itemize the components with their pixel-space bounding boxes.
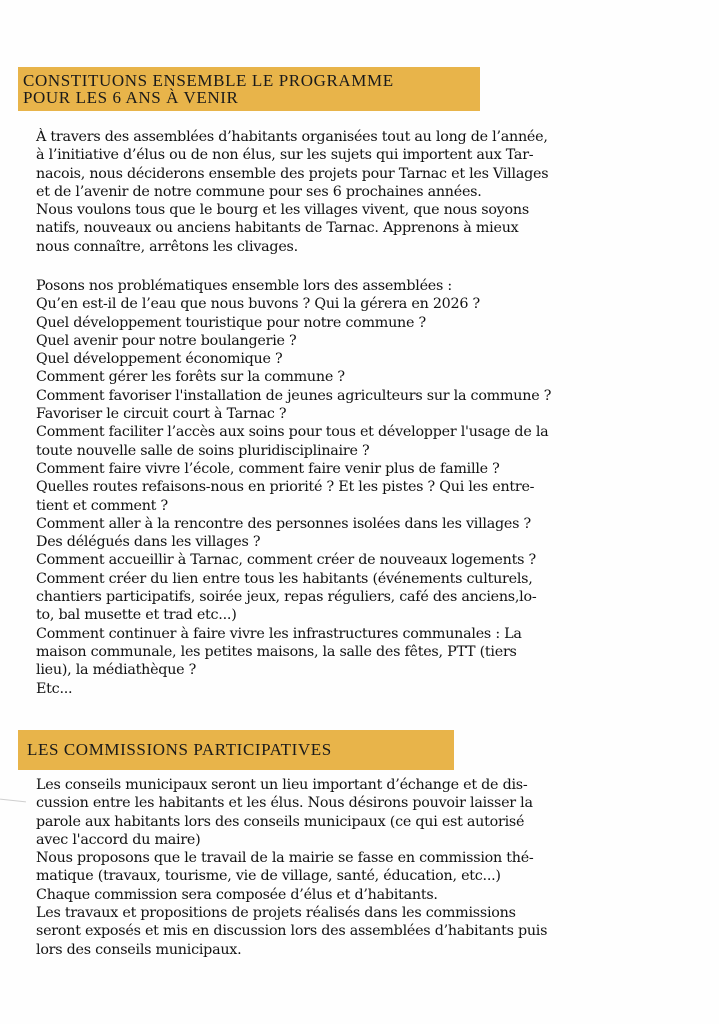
text-line: matique (travaux, tourisme, vie de village, santé, éducation, etc...) xyxy=(36,868,501,885)
list-item: Comment favoriser l'installation de jeunes agriculteurs sur la commune ? xyxy=(36,387,552,404)
list-item: Comment gérer les forêts sur la commune ? xyxy=(36,369,345,386)
text-line: Les conseils municipaux seront un lieu important d’échange et de dis- xyxy=(36,777,528,793)
intro-paragraph xyxy=(36,128,548,256)
section-title-line-2: POUR LES 6 ANS À VENIR xyxy=(23,88,239,107)
list-item: Qu’en est-il de l’eau que nous buvons ? Qui la gérera en 2026 ? xyxy=(36,296,480,313)
list-item: Comment continuer à faire vivre les infrastructures communales : La xyxy=(36,625,522,642)
list-item: Quel avenir pour notre boulangerie ? xyxy=(36,332,297,349)
text-line: parole aux habitants lors des conseils municipaux (ce qui est autorisé xyxy=(36,813,525,830)
text-line: cussion entre les habitants et les élus. Nous désirons pouvoir laisser la xyxy=(36,795,533,812)
list-item: to, bal musette et trad etc...) xyxy=(36,607,237,624)
list-item: maison communale, les petites maisons, la salle des fêtes, PTT (tiers xyxy=(36,643,517,660)
list-item: Comment accueillir à Tarnac, comment créer de nouveaux logements ? xyxy=(36,552,536,569)
list-item: Quel développement économique ? xyxy=(36,351,283,368)
scan-artifact-line xyxy=(0,799,26,803)
text-line: et de l’avenir de notre commune pour ses 6 prochaines années. xyxy=(36,183,482,200)
list-item: Comment faire vivre l’école, comment faire venir plus de famille ? xyxy=(36,460,500,477)
section-header-commissions xyxy=(18,730,454,770)
list-item: Quel développement touristique pour notre commune ? xyxy=(36,314,426,331)
section-title-line-1: CONSTITUONS ENSEMBLE LE PROGRAMME xyxy=(23,71,394,90)
list-item: Comment aller à la rencontre des personnes isolées dans les villages ? xyxy=(36,515,531,532)
list-item: Comment faciliter l’accès aux soins pour tous et développer l'usage de la xyxy=(36,424,549,441)
list-item: chantiers participatifs, soirée jeux, repas réguliers, café des anciens,lo- xyxy=(36,589,537,606)
text-line: seront exposés et mis en discussion lors des assemblées d’habitants puis xyxy=(36,923,548,940)
questions-list xyxy=(36,277,551,698)
text-line: Nous voulons tous que le bourg et les villages vivent, que nous soyons xyxy=(36,202,529,219)
text-line: nacois, nous déciderons ensemble des projets pour Tarnac et les Villages xyxy=(36,165,549,182)
text-line: avec l'accord du maire) xyxy=(36,831,201,848)
text-line: nous connaître, arrêtons les clivages. xyxy=(36,238,298,255)
text-line: Nous proposons que le travail de la mairie se fasse en commission thé- xyxy=(36,850,534,867)
list-item: Favoriser le circuit court à Tarnac ? xyxy=(36,406,287,423)
text-line: Les travaux et propositions de projets réalisés dans les commissions xyxy=(36,905,516,922)
list-item: Etc... xyxy=(36,680,73,697)
text-line: natifs, nouveaux ou anciens habitants de Tarnac. Apprenons à mieux xyxy=(36,220,519,237)
list-item: Comment créer du lien entre tous les habitants (événements culturels, xyxy=(36,570,533,587)
list-item: Des délégués dans les villages ? xyxy=(36,534,261,551)
section-header-programme xyxy=(18,67,480,111)
text-line: À travers des assemblées d’habitants organisées tout au long de l’année, xyxy=(36,129,548,145)
list-intro: Posons nos problématiques ensemble lors des assemblées : xyxy=(36,278,452,294)
text-line: à l’initiative d’élus ou de non élus, sur les sujets qui importent aux Tar- xyxy=(36,147,534,164)
section-title: LES COMMISSIONS PARTICIPATIVES xyxy=(27,740,332,759)
text-line: Chaque commission sera composée d’élus et d’habitants. xyxy=(36,886,438,903)
commissions-paragraph xyxy=(36,776,547,959)
list-item: tient et comment ? xyxy=(36,497,168,514)
text-line: lors des conseils municipaux. xyxy=(36,941,242,958)
list-item: Quelles routes refaisons-nous en priorité ? Et les pistes ? Qui les entre- xyxy=(36,479,535,496)
list-item: lieu), la médiathèque ? xyxy=(36,662,197,679)
list-item: toute nouvelle salle de soins pluridisciplinaire ? xyxy=(36,442,370,459)
